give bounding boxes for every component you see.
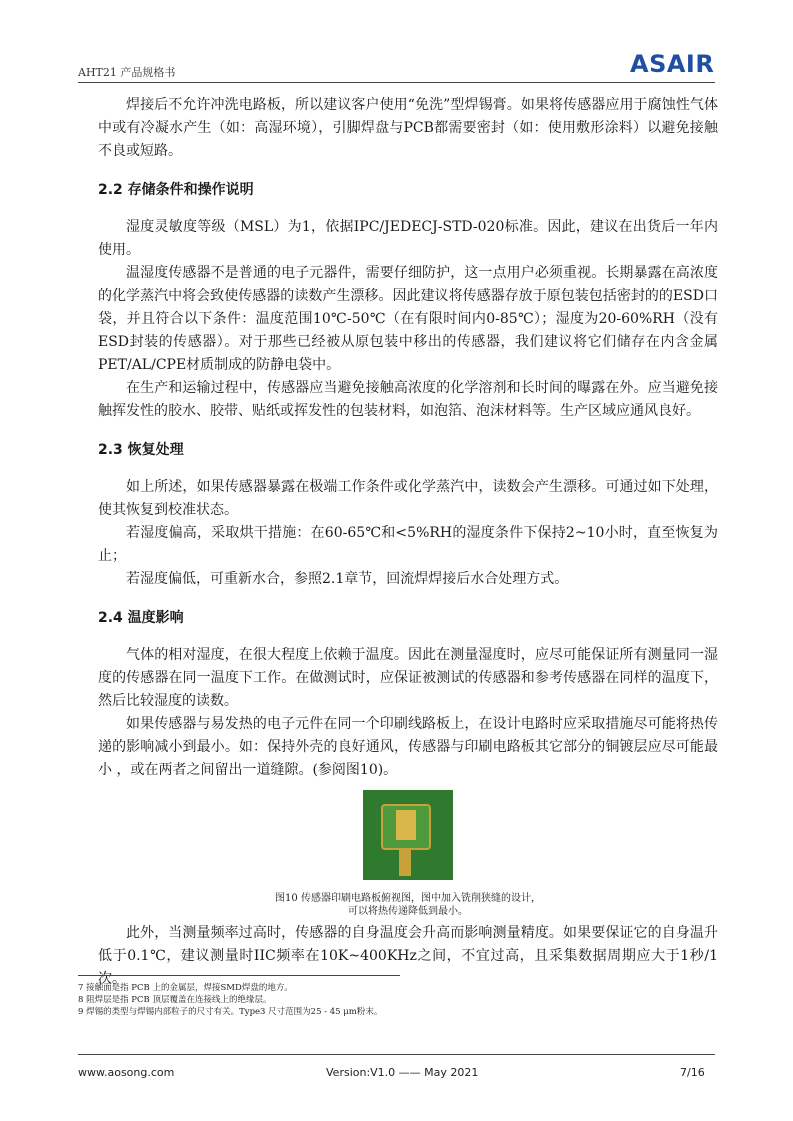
section-heading-2-4: 2.4 温度影响 bbox=[98, 610, 184, 626]
section-heading-2-2: 2.2 存储条件和操作说明 bbox=[98, 182, 254, 198]
footer-website: www.aosong.com bbox=[78, 1066, 175, 1079]
header-divider bbox=[78, 82, 715, 83]
section-heading-2-3: 2.3 恢复处理 bbox=[98, 442, 184, 458]
paragraph: 气体的相对湿度，在很大程度上依赖于温度。因此在测量湿度时，应尽可能保证所有测量同一湿度的传感器在同一温度下工作。在做测试时，应保证被测试的传感器和参考传感器在同样的温度下，然后比较湿度的读数。 bbox=[98, 647, 718, 709]
figure-caption bbox=[98, 892, 718, 918]
paragraph: 若湿度偏低，可重新水合，参照2.1章节，回流焊焊接后水合处理方式。 bbox=[126, 571, 569, 587]
pcb-trace bbox=[399, 848, 411, 876]
paragraph: 在生产和运输过程中，传感器应当避免接触高浓度的化学溶剂和长时间的曝露在外。应当避免接触挥发性的胶水、胶带、贴纸或挥发性的包装材料，如泡箔、泡沫材料等。生产区域应通风良好。 bbox=[98, 380, 718, 419]
intro-paragraph: 焊接后不允许冲洗电路板，所以建议客户使用“免洗”型焊锡膏。如果将传感器应用于腐蚀性气体中或有冷凝水产生（如：高湿环境），引脚焊盘与PCB都需要密封（如：使用敷形涂料）以避免接触不良或短路。 bbox=[98, 97, 718, 159]
footnote-divider bbox=[78, 975, 400, 976]
paragraph: 如上所述，如果传感器暴露在极端工作条件或化学蒸汽中，读数会产生漂移。可通过如下处理，使其恢复到校准状态。 bbox=[98, 479, 718, 518]
pcb-sensor-pads bbox=[396, 810, 416, 840]
footer-divider bbox=[78, 1054, 715, 1055]
brand-logo: ASAIR bbox=[630, 50, 715, 78]
figure-10 bbox=[98, 790, 718, 888]
footnote-8: 8 阻焊层是指 PCB 顶层覆盖在连接线上的绝缘层。 bbox=[78, 995, 272, 1005]
paragraph: 如果传感器与易发热的电子元件在同一个印刷线路板上，在设计电路时应采取措施尽可能将热传递的影响减小到最小。如：保持外壳的良好通风，传感器与印刷电路板其它部分的铜镀层应尽可能最小 ，或在两者之间留出一道缝隙。(参阅图10)。 bbox=[98, 716, 718, 778]
page-number: 7/16 bbox=[680, 1066, 705, 1079]
footnote-7: 7 接触面是指 PCB 上的金属层，焊接SMD焊盘的地方。 bbox=[78, 983, 293, 993]
document-title: AHT21 产品规格书 bbox=[78, 66, 176, 79]
footnotes bbox=[78, 982, 382, 1018]
caption-line-1: 图10 传感器印刷电路板俯视图，图中加入铣削狭缝的设计， bbox=[275, 893, 541, 904]
paragraph: 此外，当测量频率过高时，传感器的自身温度会升高而影响测量精度。如果要保证它的自身温升低于0.1℃，建议测量时IIC频率在10K~400KHz之间，不宜过高，且采集数据周期应大于1秒/1次。 bbox=[98, 925, 718, 987]
paragraph: 温湿度传感器不是普通的电子元器件，需要仔细防护，这一点用户必须重视。长期暴露在高浓度的化学蒸汽中将会致使传感器的读数产生漂移。因此建议将传感器存放于原包装包括密封的的ESD口袋，并且符合以下条件：温度范围10℃-50℃（在有限时间内0-85℃）；湿度为20-60%RH（没有ESD封装的传感器）。对于那些已经被从原包装中移出的传感器，我们建议将它们储存在内含金属PET/AL/CPE材质制成的防静电袋中。 bbox=[98, 265, 718, 373]
page-body bbox=[98, 94, 718, 991]
footnote-9: 9 焊锡的类型与焊锡内部粒子的尺寸有关。Type3 尺寸范围为25 - 45 μm粉末。 bbox=[78, 1007, 383, 1017]
paragraph: 若湿度偏高，采取烘干措施：在60-65℃和<5%RH的湿度条件下保持2~10小时，直至恢复为止； bbox=[98, 525, 718, 564]
caption-line-2: 可以将热传递降低到最小。 bbox=[348, 906, 468, 917]
footer-version: Version:V1.0 —— May 2021 bbox=[326, 1066, 479, 1079]
paragraph: 湿度灵敏度等级（MSL）为1，依据IPC/JEDECJ-STD-020标准。因此，建议在出货后一年内使用。 bbox=[98, 219, 718, 258]
pcb-top-view-image bbox=[363, 790, 453, 880]
